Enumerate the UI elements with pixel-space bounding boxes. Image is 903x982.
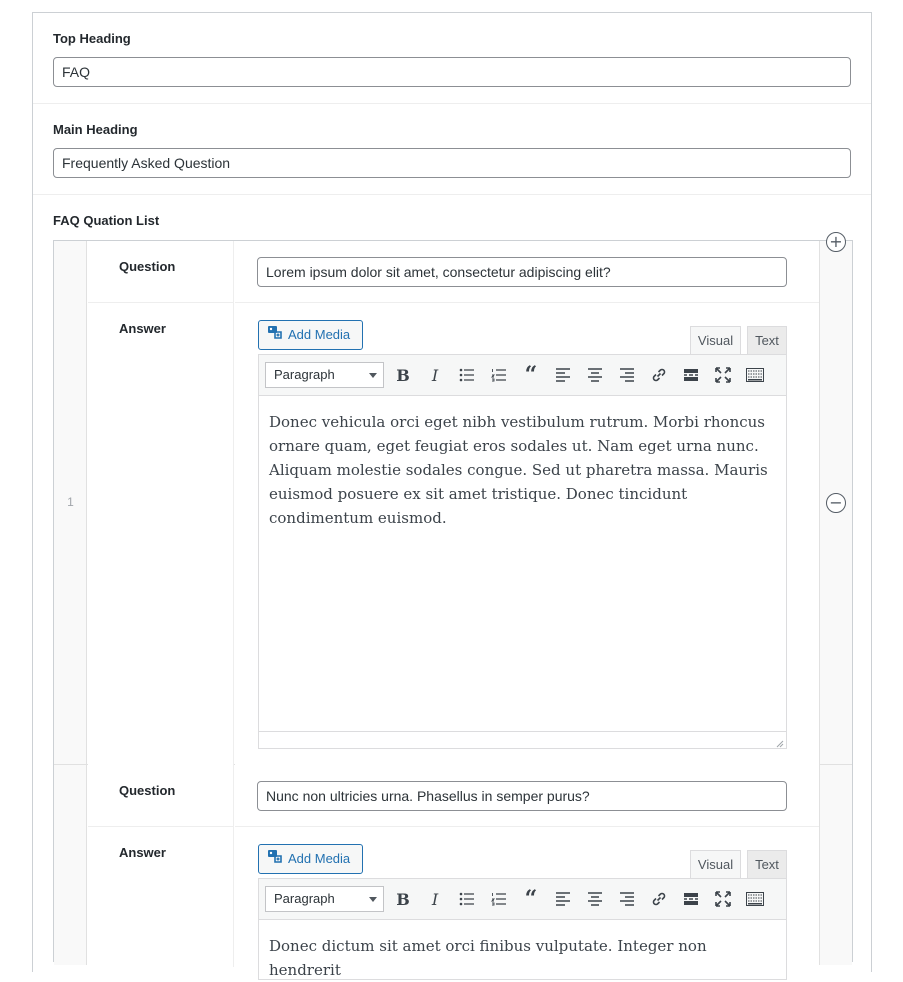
bold-icon[interactable]: B xyxy=(396,889,410,909)
question-label-cell xyxy=(88,241,234,303)
align-left-icon[interactable] xyxy=(550,886,576,912)
answer-editor[interactable] xyxy=(258,920,787,980)
media-icon xyxy=(267,322,283,350)
bold-icon[interactable]: B xyxy=(396,365,410,385)
row-drag-handle[interactable] xyxy=(54,765,87,965)
blockquote-icon[interactable]: “ xyxy=(524,362,538,388)
align-right-icon[interactable] xyxy=(614,362,640,388)
add-media-button[interactable] xyxy=(258,320,363,350)
row-drag-handle[interactable] xyxy=(54,241,87,764)
tab-visual[interactable]: Visual xyxy=(690,326,741,355)
editor-toolbar xyxy=(258,878,787,920)
align-right-icon[interactable] xyxy=(614,886,640,912)
format-select-value: Paragraph xyxy=(274,367,335,382)
answer-label-cell xyxy=(88,827,234,967)
faq-list-label: FAQ Quation List xyxy=(53,213,160,228)
top-heading-input[interactable] xyxy=(53,57,851,87)
top-heading-field xyxy=(33,13,871,104)
answer-editor-cell xyxy=(235,303,819,765)
editor-statusbar xyxy=(259,731,786,748)
add-media-label: Add Media xyxy=(288,327,351,342)
question-input[interactable] xyxy=(257,781,787,811)
chevron-down-icon xyxy=(369,373,377,378)
format-select-value: Paragraph xyxy=(274,891,335,906)
answer-label: Answer xyxy=(119,321,166,336)
read-more-icon[interactable] xyxy=(678,362,704,388)
link-icon[interactable] xyxy=(646,886,672,912)
main-heading-field xyxy=(33,104,871,195)
toolbar-toggle-icon[interactable] xyxy=(742,362,768,388)
question-input[interactable] xyxy=(257,257,787,287)
answer-label-cell xyxy=(88,303,234,765)
bullet-list-icon[interactable] xyxy=(454,362,480,388)
toolbar-toggle-icon[interactable] xyxy=(742,886,768,912)
bullet-list-icon[interactable] xyxy=(454,886,480,912)
question-label-cell xyxy=(88,765,234,827)
editor-toolbar xyxy=(258,354,787,396)
format-select[interactable] xyxy=(265,886,384,912)
minus-circle-icon[interactable]: − xyxy=(826,493,846,513)
add-media-label: Add Media xyxy=(288,851,351,866)
resize-handle-icon[interactable] xyxy=(774,736,784,746)
main-heading-input[interactable] xyxy=(53,148,851,178)
question-label: Question xyxy=(119,259,176,274)
format-select[interactable] xyxy=(265,362,384,388)
tab-text[interactable]: Text xyxy=(747,850,787,879)
faq-row-2 xyxy=(54,765,852,979)
italic-icon[interactable]: I xyxy=(431,889,439,909)
italic-icon[interactable]: I xyxy=(431,365,439,385)
tab-visual[interactable]: Visual xyxy=(690,850,741,879)
align-center-icon[interactable] xyxy=(582,362,608,388)
tab-text[interactable]: Text xyxy=(747,326,787,355)
plus-circle-icon[interactable]: + xyxy=(826,232,846,252)
read-more-icon[interactable] xyxy=(678,886,704,912)
question-label: Question xyxy=(119,783,176,798)
answer-label: Answer xyxy=(119,845,166,860)
link-icon[interactable] xyxy=(646,362,672,388)
main-heading-label: Main Heading xyxy=(53,122,138,137)
align-center-icon[interactable] xyxy=(582,886,608,912)
numbered-list-icon[interactable] xyxy=(486,886,512,912)
align-left-icon[interactable] xyxy=(550,362,576,388)
blockquote-icon[interactable]: “ xyxy=(524,886,538,912)
question-input-cell xyxy=(235,765,819,827)
answer-text[interactable]: Donec dictum sit amet orci finibus vulputate. Integer non hendrerit xyxy=(269,937,707,979)
row-actions xyxy=(819,765,852,965)
answer-text[interactable]: Donec vehicula orci eget nibh vestibulum rutrum. Morbi rhoncus ornare quam, eget feugiat eros sodales ut. Nam eget urna nunc. Aliquam molestie sodales congue. Sed ut pharetra massa. Mauris euismod posuere ex sit amet tristique. Donec tincidunt condimentum euismod. xyxy=(269,413,768,527)
top-heading-label: Top Heading xyxy=(53,31,131,46)
faq-row-1 xyxy=(54,232,852,765)
add-media-button[interactable] xyxy=(258,844,363,874)
answer-editor[interactable] xyxy=(258,396,787,749)
numbered-list-icon[interactable] xyxy=(486,362,512,388)
media-icon xyxy=(267,846,283,874)
fullscreen-icon[interactable] xyxy=(710,886,736,912)
faq-repeater xyxy=(53,232,853,979)
answer-editor-cell xyxy=(235,827,819,979)
chevron-down-icon xyxy=(369,897,377,902)
fullscreen-icon[interactable] xyxy=(710,362,736,388)
question-input-cell xyxy=(235,241,819,303)
row-index: 1 xyxy=(67,495,74,509)
row-actions xyxy=(819,232,852,764)
